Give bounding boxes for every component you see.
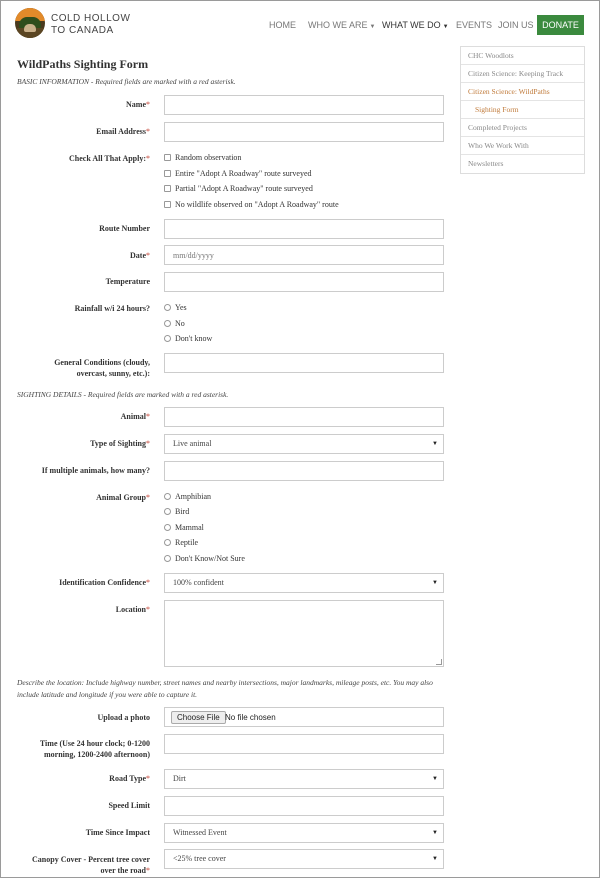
brand-line-2: TO CANADA xyxy=(51,25,114,36)
time-input[interactable] xyxy=(164,734,444,754)
email-label xyxy=(10,126,150,137)
check-option-label: No wildlife observed on "Adopt A Roadway" route xyxy=(175,200,339,209)
conditions-label xyxy=(10,357,150,379)
required-mark: * xyxy=(146,251,150,260)
canopy-label-line-2 xyxy=(0,865,150,876)
animal-group-label-text: Animal Group xyxy=(96,493,146,502)
sighting-details-note: SIGHTING DETAILS - Required fields are marked with a red asterisk. xyxy=(17,390,229,399)
required-mark: * xyxy=(146,412,150,421)
nav-what-we-do-label: WHAT WE DO xyxy=(382,20,441,30)
conditions-label-line-1: General Conditions (cloudy, xyxy=(54,358,150,367)
canopy-select[interactable] xyxy=(164,849,444,869)
radio[interactable] xyxy=(164,304,171,311)
rainfall-no[interactable] xyxy=(164,319,185,329)
sighting-type-label-text: Type of Sighting xyxy=(90,439,146,448)
canopy-value: <25% tree cover xyxy=(173,854,226,863)
nav-who-we-are-label: WHO WE ARE xyxy=(308,20,368,30)
temperature-label: Temperature xyxy=(105,277,150,286)
logo-icon[interactable] xyxy=(15,8,45,38)
check-option-label: Partial "Adopt A Roadway" route surveyed xyxy=(175,184,313,193)
caret-down-icon: ▼ xyxy=(432,776,438,782)
date-label xyxy=(10,250,150,261)
sidebar-nav xyxy=(460,46,585,174)
checkbox[interactable] xyxy=(164,201,171,208)
name-label xyxy=(10,99,150,110)
nav-home[interactable]: HOME xyxy=(269,20,296,30)
sidebar-item-newsletters[interactable]: Newsletters xyxy=(468,159,504,168)
radio[interactable] xyxy=(164,335,171,342)
radio-label: Bird xyxy=(175,507,190,516)
checkbox[interactable] xyxy=(164,185,171,192)
location-help-text: Describe the location: Include highway number, street names and nearby intersections, major landmarks, mileage posts, etc. You may also include latitude and longitude if you were able to capture it. xyxy=(17,678,433,699)
road-type-label xyxy=(10,773,150,784)
site-header xyxy=(1,1,600,45)
resize-handle-icon[interactable] xyxy=(436,659,442,665)
sidebar-item-sighting-form[interactable]: Sighting Form xyxy=(461,101,584,119)
date-input[interactable] xyxy=(164,245,444,265)
required-mark: * xyxy=(146,493,150,502)
date-label-text: Date xyxy=(130,251,146,260)
check-partial-route[interactable] xyxy=(164,184,313,194)
confidence-value: 100% confident xyxy=(173,578,224,587)
caret-down-icon: ▼ xyxy=(432,441,438,447)
road-type-value: Dirt xyxy=(173,774,186,783)
radio[interactable] xyxy=(164,555,171,562)
sidebar-item-completed-projects[interactable]: Completed Projects xyxy=(461,119,584,137)
canopy-label-line-1: Canopy Cover - Percent tree cover xyxy=(32,855,150,864)
required-mark: * xyxy=(146,439,150,448)
required-mark: * xyxy=(146,154,150,163)
sighting-type-select[interactable] xyxy=(164,434,444,454)
group-mammal[interactable] xyxy=(164,523,204,533)
animal-label xyxy=(10,411,150,422)
confidence-label xyxy=(10,577,150,588)
caret-down-icon: ▼ xyxy=(442,24,449,30)
route-number-label: Route Number xyxy=(99,224,150,233)
brand-line-1: COLD HOLLOW xyxy=(51,13,131,24)
file-status: No file chosen xyxy=(225,713,276,722)
check-option-label: Random observation xyxy=(175,153,242,162)
animal-input[interactable] xyxy=(164,407,444,427)
multiple-animals-input[interactable] xyxy=(164,461,444,481)
temperature-input[interactable] xyxy=(164,272,444,292)
required-mark: * xyxy=(146,605,150,614)
sighting-type-label xyxy=(10,438,150,449)
impact-select[interactable] xyxy=(164,823,444,843)
check-all-label-text: Check All That Apply: xyxy=(69,154,146,163)
road-type-select[interactable] xyxy=(164,769,444,789)
required-mark: * xyxy=(146,774,150,783)
donate-button[interactable]: DONATE xyxy=(537,15,584,35)
radio-label: Don't Know/Not Sure xyxy=(175,554,245,563)
sighting-type-value: Live animal xyxy=(173,439,212,448)
check-random-observation[interactable] xyxy=(164,153,241,163)
radio-label: Don't know xyxy=(175,334,213,343)
animal-label-text: Animal xyxy=(120,412,146,421)
name-input[interactable] xyxy=(164,95,444,115)
required-mark: * xyxy=(146,100,150,109)
speed-limit-input[interactable] xyxy=(164,796,444,816)
animal-group-label xyxy=(10,492,150,503)
upload-photo-label: Upload a photo xyxy=(97,713,150,722)
road-type-label-text: Road Type xyxy=(109,774,146,783)
check-all-label xyxy=(10,153,150,164)
check-no-wildlife[interactable] xyxy=(164,200,339,210)
canopy-label xyxy=(0,854,150,876)
time-label-line-1: Time (Use 24 hour clock; 0-1200 xyxy=(39,739,150,748)
caret-down-icon: ▼ xyxy=(432,830,438,836)
radio[interactable] xyxy=(164,493,171,500)
radio-label: Mammal xyxy=(175,523,204,532)
time-label xyxy=(0,738,150,760)
nav-events[interactable]: EVENTS xyxy=(456,20,493,30)
radio-label: Reptile xyxy=(175,538,199,547)
impact-label: Time Since Impact xyxy=(85,828,150,837)
required-mark: * xyxy=(146,578,150,587)
email-input[interactable] xyxy=(164,122,444,142)
checkbox[interactable] xyxy=(164,170,171,177)
conditions-input[interactable] xyxy=(164,353,444,373)
radio[interactable] xyxy=(164,524,171,531)
page-title: WildPaths Sighting Form xyxy=(17,57,149,71)
multiple-animals-label: If multiple animals, how many? xyxy=(41,466,150,475)
speed-limit-label: Speed Limit xyxy=(108,801,150,810)
required-mark: * xyxy=(146,866,150,875)
caret-down-icon: ▼ xyxy=(369,24,376,30)
group-dont-know[interactable] xyxy=(164,554,245,564)
sidebar-item-wildpaths[interactable]: Citizen Science: WildPaths xyxy=(461,83,584,101)
radio[interactable] xyxy=(164,539,171,546)
name-label-text: Name xyxy=(126,100,146,109)
check-option-label: Entire "Adopt A Roadway" route surveyed xyxy=(175,169,312,178)
photo-file-input[interactable] xyxy=(164,707,444,727)
impact-value: Witnessed Event xyxy=(173,828,227,837)
sidebar-item-chc-woodlots[interactable]: CHC Woodlots xyxy=(461,47,584,65)
nav-what-we-do[interactable] xyxy=(382,15,449,35)
group-amphibian[interactable] xyxy=(164,492,211,502)
group-bird[interactable] xyxy=(164,507,189,517)
location-label xyxy=(10,604,150,615)
nav-who-we-are[interactable] xyxy=(308,15,375,35)
rainfall-dont-know[interactable] xyxy=(164,334,212,344)
radio-label: Yes xyxy=(175,303,187,312)
radio-label: No xyxy=(175,319,185,328)
confidence-select[interactable] xyxy=(164,573,444,593)
check-entire-route[interactable] xyxy=(164,169,312,179)
route-number-input[interactable] xyxy=(164,219,444,239)
radio-label: Amphibian xyxy=(175,492,211,501)
group-reptile[interactable] xyxy=(164,538,198,548)
nav-join-us[interactable]: JOIN US xyxy=(498,20,534,30)
location-label-text: Location xyxy=(115,605,146,614)
rainfall-label: Rainfall w/i 24 hours? xyxy=(74,304,150,313)
canopy-label-line-2-text: over the road xyxy=(100,866,146,875)
brand-name[interactable] xyxy=(51,13,130,37)
checkbox[interactable] xyxy=(164,154,171,161)
time-label-line-2: morning, 1200-2400 afternoon) xyxy=(44,750,150,759)
sidebar-item-who-we-work-with[interactable]: Who We Work With xyxy=(461,137,584,155)
location-textarea[interactable] xyxy=(164,600,444,667)
caret-down-icon: ▼ xyxy=(432,580,438,586)
conditions-label-line-2: overcast, sunny, etc.): xyxy=(76,369,150,378)
caret-down-icon: ▼ xyxy=(432,856,438,862)
choose-file-button[interactable]: Choose File xyxy=(171,711,226,724)
basic-info-note: BASIC INFORMATION - Required fields are marked with a red asterisk. xyxy=(17,77,236,86)
radio[interactable] xyxy=(164,508,171,515)
confidence-label-text: Identification Confidence xyxy=(59,578,146,587)
sidebar-item-keeping-track[interactable]: Citizen Science: Keeping Track xyxy=(461,65,584,83)
radio[interactable] xyxy=(164,320,171,327)
rainfall-yes[interactable] xyxy=(164,303,187,313)
email-label-text: Email Address xyxy=(96,127,146,136)
required-mark: * xyxy=(146,127,150,136)
